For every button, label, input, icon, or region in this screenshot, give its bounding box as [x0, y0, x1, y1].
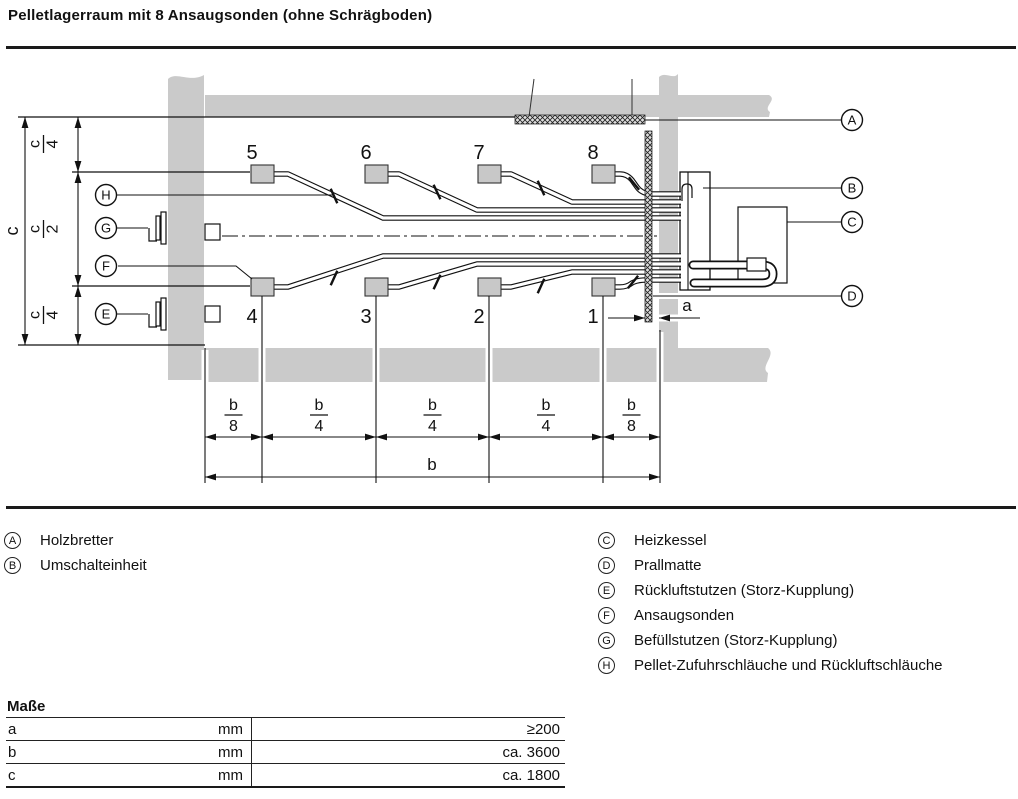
dimension-a	[608, 296, 700, 321]
svg-text:8: 8	[627, 418, 636, 435]
table-row-a	[6, 717, 565, 740]
dim-name: a	[8, 720, 17, 738]
probe-square-1	[592, 278, 615, 296]
dim-label-b: b	[427, 455, 437, 474]
legend-key-G: G	[598, 632, 615, 649]
dim-label-a: a	[682, 296, 692, 315]
dimensions-table-heading: Maße	[7, 698, 46, 715]
legend-item-holzbretter	[4, 528, 147, 553]
legend-label: Rückluftstutzen (Storz-Kupplung)	[634, 582, 855, 599]
switch-unit-box	[680, 172, 710, 290]
fraction-b4-3	[537, 397, 555, 435]
probe-number-2: 2	[473, 306, 485, 328]
fraction-c4-top	[27, 135, 62, 153]
legend-key-F: F	[598, 607, 615, 624]
fraction-c4-bottom	[27, 306, 62, 324]
svg-text:4: 4	[541, 418, 551, 435]
legend-label: Holzbretter	[40, 532, 114, 549]
dimension-chain-b	[205, 397, 660, 440]
svg-text:4: 4	[428, 418, 437, 435]
legend-key-A: A	[4, 532, 21, 549]
legend-item-befuellstutzen	[598, 628, 943, 653]
hose-probe-7	[500, 174, 681, 202]
legend-key-E: E	[598, 582, 615, 599]
legend-key-C: C	[598, 532, 615, 549]
svg-text:c: c	[26, 140, 44, 148]
probe-square-5	[251, 165, 274, 183]
legend-key-B: B	[4, 557, 21, 574]
dim-value: ca. 3600	[502, 743, 560, 761]
dim-label-c: c	[2, 226, 22, 236]
table-row-c	[6, 763, 565, 788]
return-air-stub	[205, 306, 220, 322]
svg-text:A: A	[847, 112, 857, 128]
fraction-b8-left	[225, 397, 243, 435]
probe-number-8: 8	[587, 142, 599, 164]
probe-number-7: 7	[473, 142, 485, 164]
fraction-b4-2	[424, 397, 442, 435]
probe-square-7	[478, 165, 501, 183]
svg-text:b: b	[428, 397, 437, 414]
probe-square-6	[365, 165, 388, 183]
room-boundary-lines	[18, 117, 515, 345]
legend-label: Ansaugsonden	[634, 607, 735, 624]
dim-name: b	[8, 743, 17, 761]
probe-numbers	[246, 142, 598, 328]
probe-square-3	[365, 278, 388, 296]
svg-text:b: b	[314, 397, 324, 414]
legend-item-heizkessel	[598, 528, 943, 553]
probe-number-6: 6	[360, 142, 372, 164]
probe-number-1: 1	[587, 306, 599, 328]
fill-stub	[205, 224, 220, 240]
legend-label: Umschalteinheit	[40, 557, 147, 574]
probe-number-4: 4	[246, 306, 258, 328]
legend-label: Prallmatte	[634, 557, 702, 574]
dim-unit: mm	[218, 720, 243, 738]
wall-top	[205, 95, 772, 117]
svg-text:D: D	[847, 288, 857, 304]
dimension-c	[2, 117, 81, 345]
svg-text:c: c	[26, 311, 44, 319]
legend-divider	[6, 506, 1016, 509]
legend-item-umschalteinheit	[4, 553, 147, 578]
legend-label: Pellet-Zufuhrschläuche und Rückluftschläuche	[634, 657, 943, 674]
svg-text:2: 2	[44, 224, 62, 234]
impact-mat	[645, 131, 652, 322]
svg-text:C: C	[847, 214, 857, 230]
boiler-box	[738, 207, 787, 283]
svg-text:4: 4	[44, 139, 62, 149]
fraction-labels-b	[225, 397, 641, 435]
probe-square-8	[592, 165, 615, 183]
wall-left	[168, 75, 204, 380]
dim-value: ca. 1800	[502, 766, 560, 784]
table-row-b	[6, 740, 565, 763]
dim-unit: mm	[218, 743, 243, 761]
svg-text:F: F	[102, 258, 110, 274]
legend-item-schlaeuche	[598, 653, 943, 678]
svg-text:b: b	[627, 397, 636, 414]
legend-key-D: D	[598, 557, 615, 574]
dim-name: c	[8, 766, 16, 784]
legend-left	[4, 528, 147, 578]
probe-number-5: 5	[246, 142, 258, 164]
svg-text:E: E	[101, 306, 111, 322]
boiler-assembly	[680, 172, 787, 290]
svg-text:b: b	[229, 397, 238, 414]
pipe-clamp	[747, 258, 766, 271]
legend-item-rueckluftstutzen	[598, 578, 943, 603]
dim-value: ≥200	[526, 720, 560, 738]
dimensions-table	[6, 717, 565, 788]
svg-text:b: b	[541, 397, 551, 414]
fraction-b4-1	[310, 397, 328, 435]
page-title: Pelletlagerraum mit 8 Ansaugsonden (ohne Schrägboden)	[8, 7, 433, 24]
legend-item-ansaugsonden	[598, 603, 943, 628]
svg-text:G: G	[100, 220, 112, 236]
legend-label: Heizkessel	[634, 532, 707, 549]
fraction-c2	[27, 220, 62, 238]
probe-square-2	[478, 278, 501, 296]
dim-unit: mm	[218, 766, 243, 784]
svg-text:8: 8	[229, 418, 238, 435]
legend-key-H: H	[598, 657, 615, 674]
legend-item-prallmatte	[598, 553, 943, 578]
dimension-total-b	[205, 455, 660, 480]
fraction-b8-right	[623, 397, 641, 435]
wooden-boards	[515, 115, 645, 124]
legend-label: Befüllstutzen (Storz-Kupplung)	[634, 632, 838, 649]
probe-square-4	[251, 278, 274, 296]
hoses	[274, 174, 692, 293]
svg-text:c: c	[26, 225, 44, 233]
hose-couplings	[331, 177, 639, 293]
svg-text:4: 4	[44, 310, 62, 320]
svg-text:H: H	[101, 187, 111, 203]
svg-text:B: B	[847, 180, 857, 196]
legend-right	[598, 528, 943, 678]
svg-text:4: 4	[314, 418, 324, 435]
probe-number-3: 3	[360, 306, 372, 328]
